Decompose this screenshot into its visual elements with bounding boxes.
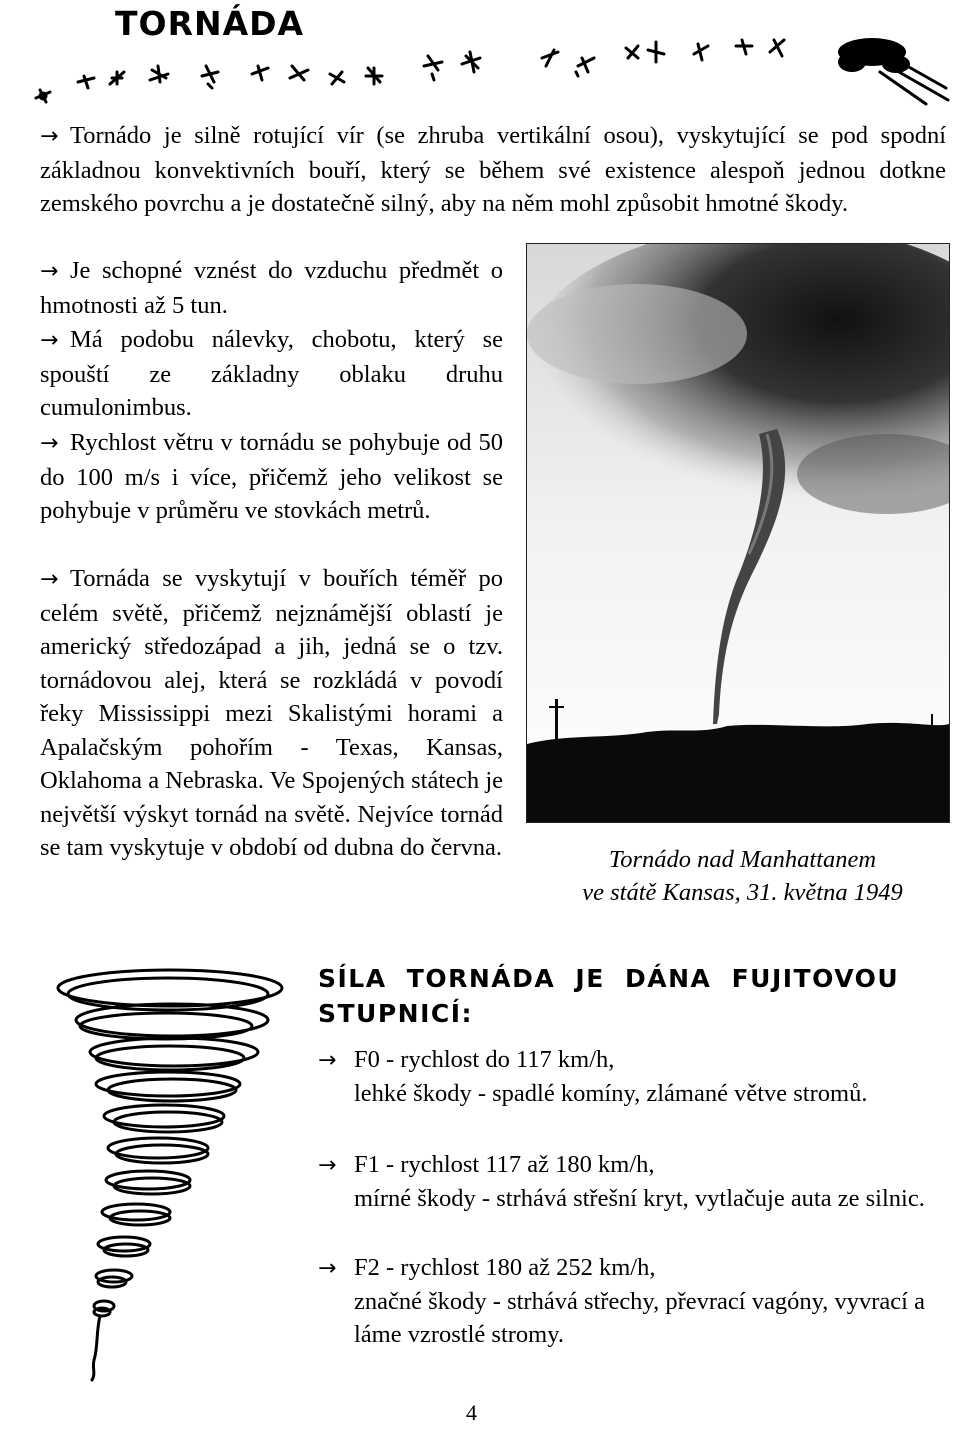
tornado-photo (526, 243, 950, 823)
shape-paragraph: → Má podobu nálevky, chobotu, který se spouští ze základny oblaku druhu cumulonimbus. (40, 326, 503, 421)
page-title: TORNÁDA (115, 4, 305, 43)
arrow-bullet-icon: → (318, 1153, 337, 1178)
debris-decoration (30, 38, 950, 108)
arrow-bullet-icon: → (40, 124, 59, 149)
arrow-bullet-icon: → (40, 567, 59, 592)
occurrence-paragraph: → Tornáda se vyskytují v bouřích téměř po celém světě, přičemž nejznámější oblastí je americký středozápad a jih, jedná se o tzv. tornádovou alej, která se rozkládá v povodí řeky Mississippi mezi Skalistými horami a Apalačským pohořím - Texas, Kansas, Oklahoma a Nebraska. Ve Spojených státech je největší výskyt tornád na světě. Nejvíce tornád se tam vyskytuje v období od dubna do června. (40, 565, 503, 861)
arrow-bullet-icon: → (318, 1048, 337, 1073)
fujita-scale-heading: SÍLA TORNÁDA JE DÁNA FUJITOVOU STUPNICÍ: (318, 964, 900, 1028)
lift-capacity-paragraph: → Je schopné vznést do vzduchu předmět o hmotnosti až 5 tun. (40, 257, 503, 319)
photo-caption: Tornádo nad Manhattanem ve státě Kansas, 31. května 1949 (582, 846, 903, 906)
arrow-bullet-icon: → (40, 259, 59, 284)
wind-speed-paragraph: → Rychlost větru v tornádu se pohybuje od 50 do 100 m/s i více, přičemž jeho velikost se pohybuje v průměru ve stovkách metrů. (40, 429, 503, 524)
page-number: 4 (466, 1400, 477, 1425)
arrow-bullet-icon: → (318, 1256, 337, 1281)
arrow-bullet-icon: → (40, 431, 59, 456)
fujita-item-f2: → F2 - rychlost 180 až 252 km/h, značné škody - strhává střechy, převrací vagóny, vyvrací a láme vzrostlé stromy. (318, 1254, 925, 1348)
fujita-item-f1: → F1 - rychlost 117 až 180 km/h, mírné škody - strhává střešní kryt, vytlačuje auta ze silnic. (318, 1151, 925, 1212)
arrow-bullet-icon: → (40, 328, 59, 353)
intro-paragraph: → Tornádo je silně rotující vír (se zhruba vertikální osou), vyskytující se pod spodní základnou konvektivních bouří, který se během své existence alespoň jednou dotkne zemského povrchu a je dostatečně silný, aby na něm mohl způsobit hmotné škody. (40, 122, 946, 217)
fujita-item-f0: → F0 - rychlost do 117 km/h, lehké škody - spadlé komíny, zlámané větve stromů. (318, 1046, 868, 1107)
tornado-sketch-icon (40, 960, 300, 1385)
